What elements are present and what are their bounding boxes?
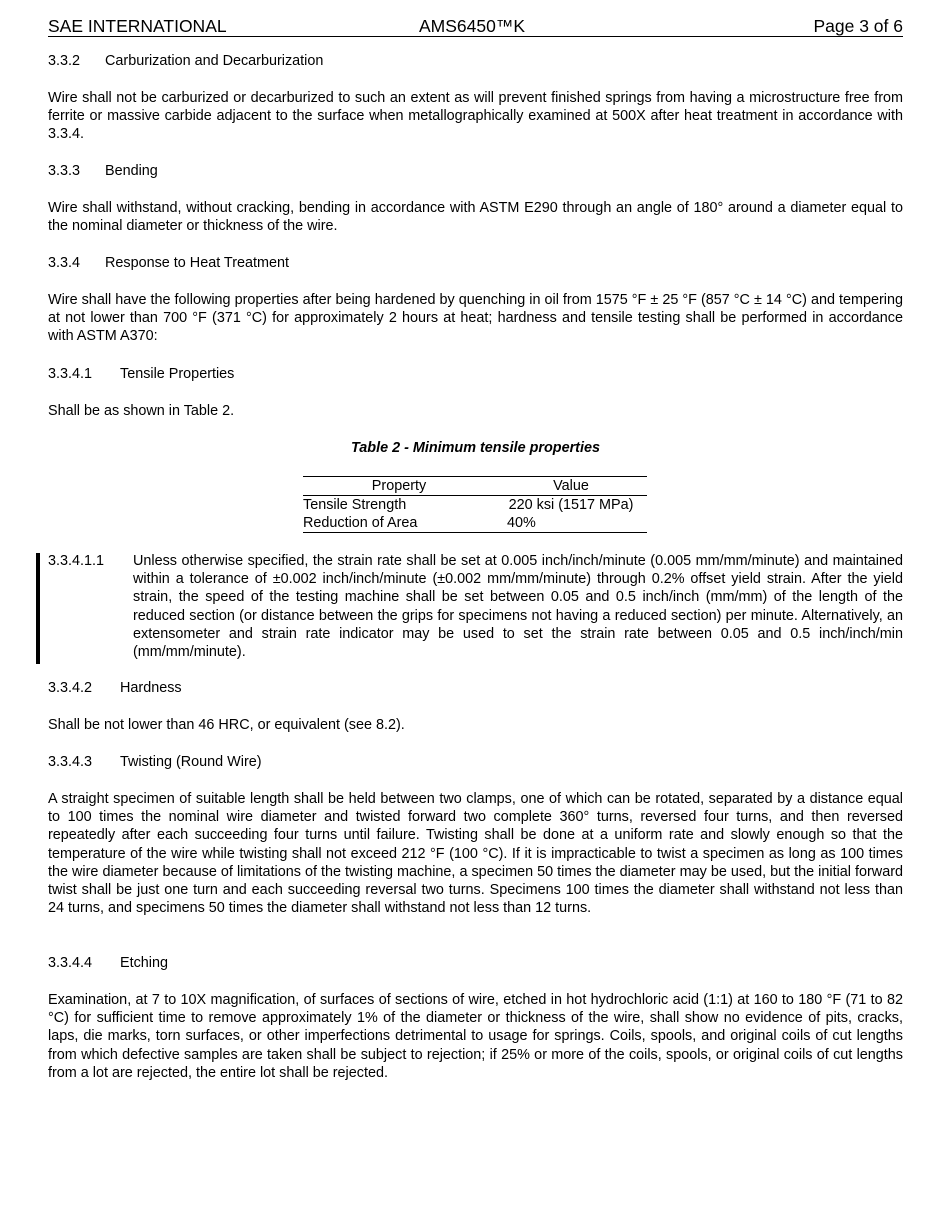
section-number: 3.3.4.1.1 [48,553,105,569]
section-heading-3-3-4-1 [48,365,903,383]
paragraph-3-3-4-2: Shall be not lower than 46 HRC, or equivalent (see 8.2). [48,717,405,733]
table-row [303,514,647,533]
paragraph-3-3-4-1: Shall be as shown in Table 2. [48,403,235,419]
section-title: Tensile Properties [120,366,235,382]
section-number: 3.3.4.4 [48,955,93,971]
page-header [48,16,903,37]
document-id: AMS6450™K [419,16,526,36]
tensile-properties-table [303,476,647,533]
column-header-property: Property [371,478,427,494]
section-title: Carburization and Decarburization [105,53,324,69]
section-number: 3.3.3 [48,163,81,179]
table-row [303,496,647,515]
section-heading-3-3-3 [48,162,903,180]
paragraph-text: Unless otherwise specified, the strain rate shall be set at 0.005 inch/inch/minute (0.005 mm/mm/minute) and maintained within a tolerance of ±0.002 inch/inch/minute (±0.002 mm/mm/minute) through 0.2% offset yield strain. After the yield strain, the speed of the testing machine shall be set between 0.05 and 0.5 inch/inch (mm/mm) of the length of the reduced section (or distance between the grips for specimens not having a reduced section) per minute. Alternatively, an extensometer and strain rate indicator may be used to set the strain rate between 0.05 and 0.5 inch/inch/min (mm/mm/minute). [133,553,903,661]
section-number: 3.3.2 [48,53,81,69]
section-number: 3.3.4.3 [48,754,93,770]
revision-change-bar [36,553,40,664]
column-header-value: Value [553,478,589,494]
table-cell-property: Tensile Strength [303,497,407,513]
table-header-row [303,477,647,496]
section-number: 3.3.4.2 [48,680,93,696]
page-number: Page 3 of 6 [813,16,903,36]
section-heading-3-3-4 [48,254,903,272]
table-cell-property: Reduction of Area [303,515,418,531]
section-number: 3.3.4 [48,255,81,271]
section-title: Twisting (Round Wire) [120,754,262,770]
section-title: Etching [120,955,168,971]
section-heading-3-3-4-4 [48,954,903,972]
section-heading-3-3-4-3 [48,753,903,771]
table-cell-value: 40% [507,515,536,531]
section-title: Response to Heat Treatment [105,255,289,271]
section-heading-3-3-4-2 [48,679,903,697]
table-cell-value: 220 ksi (1517 MPa) [508,497,634,513]
paragraph-3-3-4-1-1 [48,552,903,661]
paragraph-3-3-4-4: Examination, at 7 to 10X magnification, of surfaces of sections of wire, etched in hot hydrochloric acid (1:1) at 160 to 180 °F (71 to 82 °C) for sufficient time to remove approximately 1% of the diameter or thickness of the wire, shall show no evidence of pits, cracks, laps, die marks, torn surfaces, or other imperfections detrimental to usage for springs. Coils, spools, and original coils of cut lengths from which defective samples are taken shall be subject to rejection; if 25% or more of the coils, spools, or original coils of cut lengths from a lot are rejected, the entire lot shall be rejected. [48,992,903,1081]
section-heading-3-3-2 [48,52,903,70]
section-title: Hardness [120,680,182,696]
section-number: 3.3.4.1 [48,366,93,382]
paragraph-3-3-4: Wire shall have the following properties after being hardened by quenching in oil from 1575 °F ± 25 °F (857 °C ± 14 °C) and tempering at not lower than 700 °F (371 °C) for approximately 2 hours at heat; hardness and tensile testing shall be performed in accordance with ASTM A370: [48,292,903,345]
paragraph-3-3-3: Wire shall withstand, without cracking, bending in accordance with ASTM E290 through an angle of 180° around a diameter equal to the nominal diameter or thickness of the wire. [48,200,903,235]
paragraph-3-3-2: Wire shall not be carburized or decarburized to such an extent as will prevent finished springs from having a microstructure free from ferrite or massive carbide adjacent to the surface when metallographically examined at 500X after heat treatment in accordance with 3.3.4. [48,90,903,143]
table-caption: Table 2 - Minimum tensile properties [351,440,600,456]
paragraph-3-3-4-3: A straight specimen of suitable length shall be held between two clamps, one of which can be rotated, separated by a distance equal to 100 times the nominal wire diameter and twisted forward two complete 360° turns, reversed four turns, and then reversed repeatedly after each succeeding four turns until failure. Twisting shall be done at a uniform rate and slowly enough so that the temperature of the wire while twisting shall not exceed 212 °F (100 °C). If it is impracticable to twist a specimen as long as 100 times the wire diameter because of limitations of the twisting machine, a specimen 50 times the diameter may be used, but the initial forward twist shall be just one turn and each succeeding reversal two turns. Specimens 100 times the diameter shall withstand not less than 24 turns, and specimens 50 times the diameter shall withstand not less than 12 turns. [48,791,903,917]
org-name: SAE INTERNATIONAL [48,16,227,36]
section-title: Bending [105,163,158,179]
